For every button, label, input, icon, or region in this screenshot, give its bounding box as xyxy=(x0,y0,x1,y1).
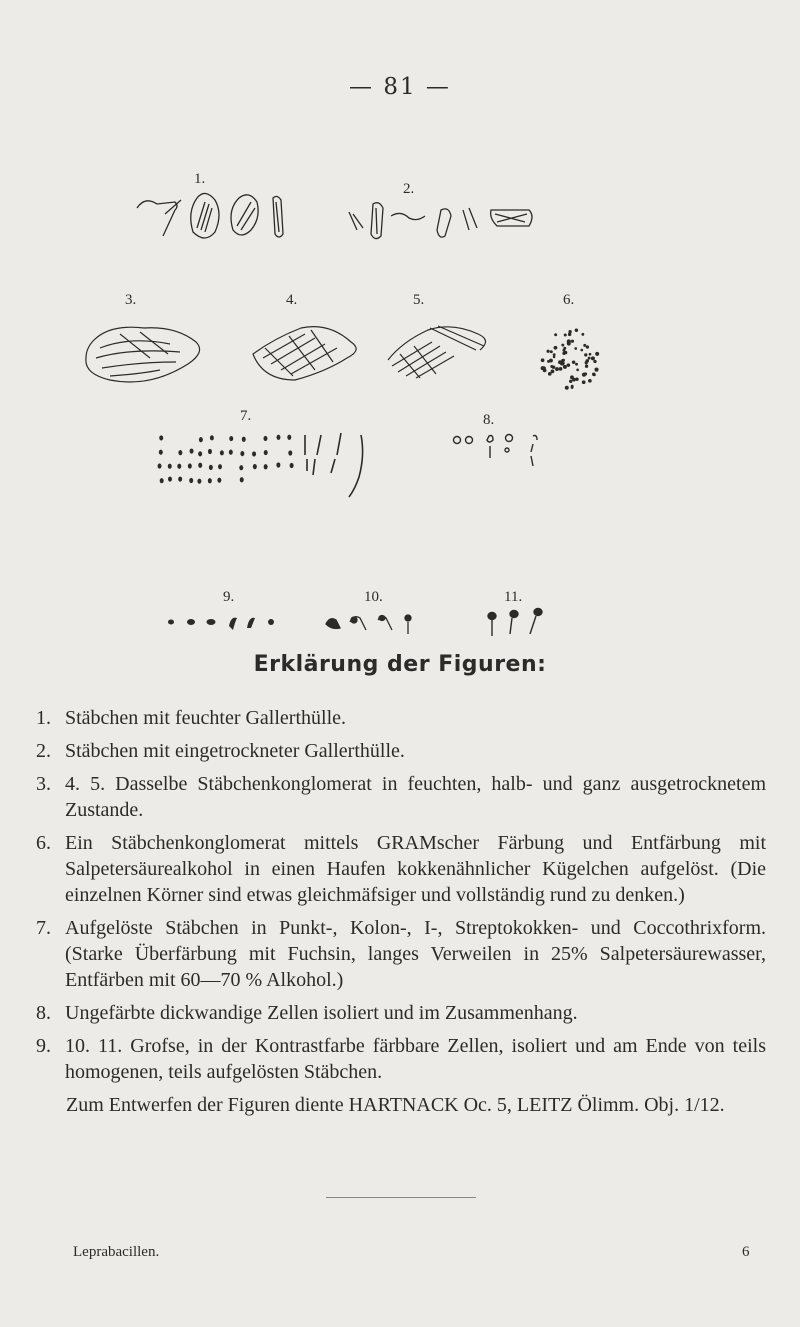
granule-dot xyxy=(563,365,567,369)
stain-dot xyxy=(188,463,192,468)
figure-label-7: 7. xyxy=(240,408,252,424)
stain-dot xyxy=(168,464,172,469)
legend-item-text: 4. 5. Dasselbe Stäbchenkonglomerat in feuchten, halb- und ganz ausgetrocknetem Zustande. xyxy=(65,773,766,821)
stain-dot xyxy=(220,450,224,455)
granule-dot xyxy=(564,333,567,336)
figure-1-rods-moist-sheath xyxy=(135,190,310,250)
granule-dot xyxy=(567,363,571,367)
granule-dot xyxy=(561,361,565,365)
granule-dot xyxy=(570,375,574,379)
stain-dot xyxy=(242,437,246,442)
granule-dot xyxy=(589,353,592,356)
granule-dot xyxy=(549,359,553,363)
legend-item-text: Ein Stäbchenkonglomerat mittels GRAMscher Färbung und Entfärbung mit Salpetersäurealkohol in einen Haufen kokkenähnlicher Kügelchen aufgelöst. (Die einzelnen Körner sind etwas gleichmäfsiger und vollständig rund zu denken.) xyxy=(65,832,766,906)
stain-dot xyxy=(264,450,268,455)
stain-dot xyxy=(208,478,212,483)
stain-dot xyxy=(239,465,243,470)
stain-dot xyxy=(209,465,213,470)
stain-dot xyxy=(263,436,267,441)
granule-dot xyxy=(569,380,572,383)
legend-item-number: 7. xyxy=(36,917,51,939)
stain-dot xyxy=(198,451,202,456)
figure-5-conglomerate-dried xyxy=(380,318,500,393)
figure-4-conglomerate-half-dried xyxy=(245,318,365,393)
stain-dot xyxy=(190,448,194,453)
footer-sheet-number: 6 xyxy=(742,1244,750,1260)
granule-dot xyxy=(561,344,564,347)
granule-dot xyxy=(559,367,563,371)
granule-dot xyxy=(584,353,587,356)
legend-note: Zum Entwerfen der Figuren diente HARTNACK Oc. 5, LEITZ Ölimm. Obj. 1/12. xyxy=(66,1094,725,1116)
figure-label-5: 5. xyxy=(413,292,425,308)
granule-dot xyxy=(582,380,586,384)
granule-dot xyxy=(580,349,583,352)
figure-2-rods-dried-sheath xyxy=(345,200,545,250)
stain-dot xyxy=(199,437,203,442)
footer-signature: Leprabacillen. xyxy=(73,1244,160,1260)
granule-dot xyxy=(575,328,578,331)
stain-dot xyxy=(158,463,162,468)
figure-11-large-cells-end xyxy=(478,604,548,640)
figure-label-6: 6. xyxy=(563,292,575,308)
legend-item xyxy=(36,1033,766,1085)
stain-dot xyxy=(276,462,280,467)
granule-dot xyxy=(567,339,571,343)
stain-dot xyxy=(287,435,291,440)
stain-dot xyxy=(210,435,214,440)
legend-item-number: 6. xyxy=(36,832,51,854)
stain-dot xyxy=(178,476,182,481)
granule-dot xyxy=(593,360,596,363)
granule-dot xyxy=(571,340,574,343)
figure-label-11: 11. xyxy=(504,589,523,605)
figure-label-9: 9. xyxy=(223,589,235,605)
legend-item-text: Stäbchen mit eingetrockneter Gallerthülle. xyxy=(65,740,405,762)
stain-dot xyxy=(276,435,280,440)
stain-dot xyxy=(288,450,292,455)
legend-item-number: 3. xyxy=(36,773,51,795)
granule-dot xyxy=(563,347,566,350)
granule-dot xyxy=(551,370,555,374)
stain-dot xyxy=(159,435,163,440)
granule-dot xyxy=(584,372,587,375)
separator-rule xyxy=(326,1197,476,1198)
granule-dot xyxy=(585,359,589,363)
granule-dot xyxy=(541,358,545,362)
stain-dot xyxy=(177,464,181,469)
figure-7-dissolved-rods xyxy=(155,425,375,505)
legend-item xyxy=(36,915,766,993)
stain-dot xyxy=(178,450,182,455)
stain-dot xyxy=(198,463,202,468)
stain-dot xyxy=(160,478,164,483)
stain-dot xyxy=(159,450,163,455)
figure-label-10: 10. xyxy=(364,589,383,605)
granule-dot xyxy=(595,352,599,356)
stain-dot xyxy=(252,451,256,456)
granule-dot xyxy=(592,357,595,360)
legend-title: Erklärung der Figuren: xyxy=(253,652,547,677)
granule-dot xyxy=(572,361,575,364)
stain-dot xyxy=(229,450,233,455)
granule-dot xyxy=(571,386,574,389)
stain-dot xyxy=(253,464,257,469)
figure-9-large-cells xyxy=(163,610,303,635)
legend-item-text: 10. 11. Grofse, in der Kontrastfarbe färbbare Zellen, isoliert und am Ende von teils homogenen, teils aufgelösten Stäbchen. xyxy=(65,1035,766,1083)
granule-dot xyxy=(583,344,586,347)
stain-dot xyxy=(189,478,193,483)
stain-dot xyxy=(168,476,172,481)
page-number: — 81 — xyxy=(349,74,451,100)
legend-item xyxy=(36,830,766,908)
granule-dot xyxy=(546,350,549,353)
figure-label-3: 3. xyxy=(125,292,137,308)
figure-3-conglomerate-moist xyxy=(80,318,210,398)
legend-item xyxy=(36,1000,766,1026)
legend-item xyxy=(36,771,766,823)
granule-dot xyxy=(594,368,598,372)
figure-6-coccoid-granules xyxy=(530,320,610,400)
granule-dot xyxy=(588,357,591,360)
stain-dot xyxy=(240,477,244,482)
legend-item-number: 9. xyxy=(36,1035,51,1057)
granule-dot xyxy=(554,333,557,336)
legend-item-number: 1. xyxy=(36,707,51,729)
granule-dot xyxy=(575,377,578,380)
figure-label-1: 1. xyxy=(194,171,206,187)
figure-8-unstained-cells xyxy=(445,428,565,488)
granule-dot xyxy=(585,365,588,368)
figure-label-8: 8. xyxy=(483,412,495,428)
granule-dot xyxy=(555,367,559,371)
legend-item xyxy=(36,738,766,764)
granule-dot xyxy=(586,345,589,348)
granule-dot xyxy=(576,369,579,372)
legend-item-text: Stäbchen mit feuchter Gallerthülle. xyxy=(65,707,347,729)
granule-dot xyxy=(575,363,578,366)
legend-list xyxy=(36,705,766,1125)
stain-dot xyxy=(290,463,294,468)
granule-dot xyxy=(588,379,592,383)
stain-dot xyxy=(197,479,201,484)
granule-dot xyxy=(574,347,577,350)
figure-label-2: 2. xyxy=(403,181,415,197)
granule-dot xyxy=(543,368,547,372)
stain-dot xyxy=(208,449,212,454)
granule-dot xyxy=(554,346,558,350)
stain-dot xyxy=(217,478,221,483)
legend-item xyxy=(36,705,766,731)
granule-dot xyxy=(550,350,553,353)
granule-dot xyxy=(568,330,571,333)
granule-dot xyxy=(565,386,569,390)
stain-dot xyxy=(264,464,268,469)
legend-item-number: 2. xyxy=(36,740,51,762)
legend-item-text: Ungefärbte dickwandige Zellen isoliert und im Zusammenhang. xyxy=(65,1002,578,1024)
legend-item-text: Aufgelöste Stäbchen in Punkt-, Kolon-, I-, Streptokokken- und Coccothrixform. (Starke Überfärbung mit Fuchsin, langes Verweilen in 25% Salpetersäurewasser, Entfärben mit 60—70 % Alkohol.) xyxy=(65,917,766,991)
granule-dot xyxy=(553,356,556,359)
stain-dot xyxy=(240,451,244,456)
figure-10-large-cells-on-rods xyxy=(322,608,432,638)
stain-dot xyxy=(229,436,233,441)
granule-dot xyxy=(562,352,565,355)
granule-dot xyxy=(552,366,555,369)
granule-dot xyxy=(581,333,584,336)
figure-label-4: 4. xyxy=(286,292,298,308)
legend-item-number: 8. xyxy=(36,1002,51,1024)
stain-dot xyxy=(218,464,222,469)
granule-dot xyxy=(593,373,596,376)
